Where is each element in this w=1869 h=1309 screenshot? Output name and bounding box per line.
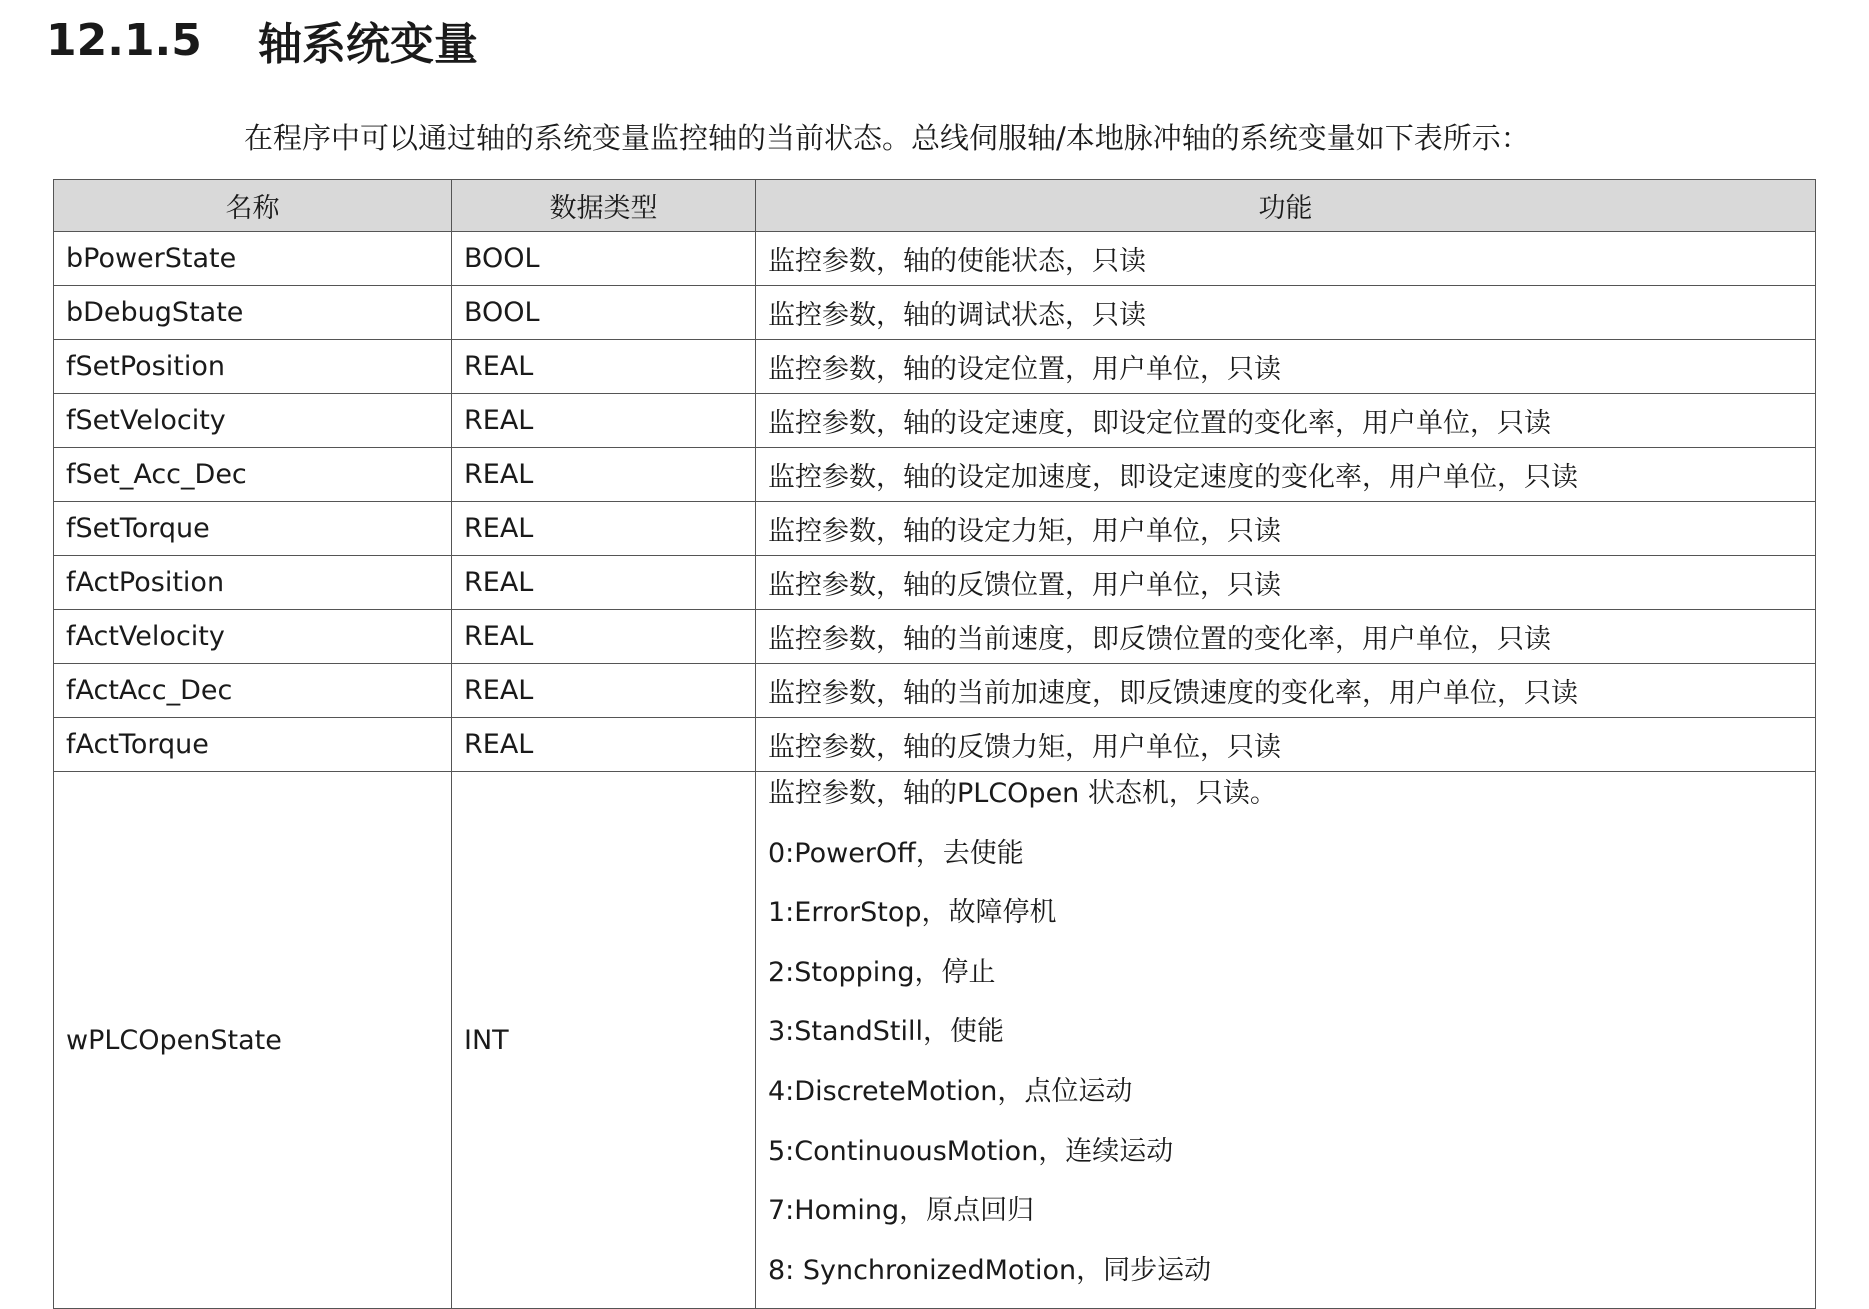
section-title: 轴系统变量: [258, 19, 478, 70]
table-row: [54, 394, 1816, 448]
var-desc: 监控参数，轴的调试状态，只读: [756, 286, 1816, 340]
table-body: [54, 232, 1816, 1309]
var-name: fActTorque: [54, 718, 452, 772]
var-type: REAL: [452, 718, 756, 772]
header-function: 功能: [756, 180, 1816, 232]
section-heading: [46, 10, 478, 70]
var-name: fActPosition: [54, 556, 452, 610]
var-name: fSetVelocity: [54, 394, 452, 448]
state-item: 0:PowerOff，去使能: [768, 837, 1024, 869]
header-name: 名称: [54, 180, 452, 232]
var-desc: 监控参数，轴的设定加速度，即设定速度的变化率，用户单位，只读: [756, 448, 1816, 502]
state-desc-intro: 监控参数，轴的PLCOpen 状态机，只读。: [768, 778, 1277, 809]
var-name: bDebugState: [54, 286, 452, 340]
var-type: BOOL: [452, 232, 756, 286]
var-desc: 监控参数，轴的反馈位置，用户单位，只读: [756, 556, 1816, 610]
state-item: 5:ContinuousMotion，连续运动: [768, 1135, 1174, 1167]
section-number: 12.1.5: [46, 14, 202, 66]
var-desc: 监控参数，轴的设定位置，用户单位，只读: [756, 340, 1816, 394]
var-desc: 监控参数，轴的设定力矩，用户单位，只读: [756, 502, 1816, 556]
table-row-plcopen-state: [54, 772, 1816, 1309]
state-item: 7:Homing，原点回归: [768, 1195, 1035, 1227]
table-row: [54, 340, 1816, 394]
var-name: fSetPosition: [54, 340, 452, 394]
var-desc: 监控参数，轴的使能状态，只读: [756, 232, 1816, 286]
axis-variables-table: [53, 179, 1816, 1309]
var-name: fActVelocity: [54, 610, 452, 664]
var-name: fSet_Acc_Dec: [54, 448, 452, 502]
var-desc: 监控参数，轴的当前速度，即反馈位置的变化率，用户单位，只读: [756, 610, 1816, 664]
var-desc: [756, 772, 1816, 1309]
table-row: [54, 610, 1816, 664]
var-desc: 监控参数，轴的设定速度，即设定位置的变化率，用户单位，只读: [756, 394, 1816, 448]
var-type: REAL: [452, 610, 756, 664]
var-type: REAL: [452, 340, 756, 394]
var-type: REAL: [452, 664, 756, 718]
table-row: [54, 286, 1816, 340]
header-type: 数据类型: [452, 180, 756, 232]
var-type: BOOL: [452, 286, 756, 340]
var-type: INT: [452, 772, 756, 1309]
var-name: bPowerState: [54, 232, 452, 286]
state-item: 2:Stopping，停止: [768, 956, 996, 988]
table-header-row: [54, 180, 1816, 232]
var-type: REAL: [452, 394, 756, 448]
state-item: 3:StandStill，使能: [768, 1016, 1005, 1048]
state-item: 4:DiscreteMotion，点位运动: [768, 1075, 1133, 1107]
var-desc: 监控参数，轴的当前加速度，即反馈速度的变化率，用户单位，只读: [756, 664, 1816, 718]
var-desc: 监控参数，轴的反馈力矩，用户单位，只读: [756, 718, 1816, 772]
var-name: fActAcc_Dec: [54, 664, 452, 718]
var-type: REAL: [452, 556, 756, 610]
state-item: 1:ErrorStop，故障停机: [768, 897, 1057, 929]
table-row: [54, 718, 1816, 772]
var-type: REAL: [452, 448, 756, 502]
var-name: fSetTorque: [54, 502, 452, 556]
intro-paragraph: 在程序中可以通过轴的系统变量监控轴的当前状态。总线伺服轴/本地脉冲轴的系统变量如下表所示：: [244, 121, 1530, 155]
var-type: REAL: [452, 502, 756, 556]
state-item: 8: SynchronizedMotion，同步运动: [768, 1254, 1212, 1286]
table-row: [54, 448, 1816, 502]
var-name: wPLCOpenState: [54, 772, 452, 1309]
table-row: [54, 232, 1816, 286]
table-row: [54, 556, 1816, 610]
table-row: [54, 664, 1816, 718]
table-row: [54, 502, 1816, 556]
